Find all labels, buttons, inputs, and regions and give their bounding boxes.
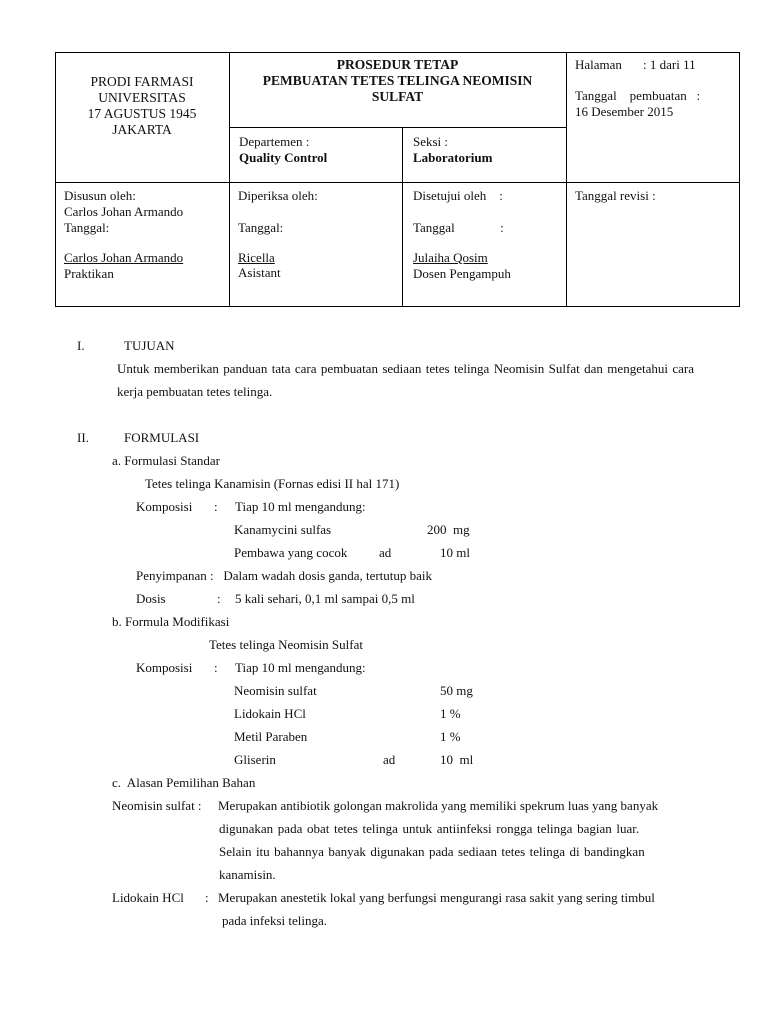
departemen-value: Quality Control [239,150,328,165]
table-divider-col3 [566,52,567,307]
section-2-number: II. [77,430,89,445]
ingredient-name: Gliserin [234,752,276,767]
halaman-label: Halaman [575,57,622,72]
ingredient-name: Kanamycini sulfas [234,522,332,537]
ingredient-qty: 200 mg [427,522,470,537]
neomisin-text-line: Merupakan antibiotik golongan makrolida yang memiliki spekrum luas yang banyak [218,798,659,813]
disusun-signature: Carlos Johan Armando [64,250,184,265]
disetujui-signature: Julaiha Qosim [413,250,488,265]
neomisin-text-line: kanamisin. [219,867,276,882]
seksi-label: Seksi : [413,134,449,149]
halaman-value: : 1 dari 11 [643,57,696,72]
subsection-a-subtitle: Tetes telinga Kanamisin (Fornas edisi II hal 171) [145,476,400,491]
ingredient-ad: ad [383,752,396,767]
ingredient-qty: 1 % [440,706,461,721]
tanggal-revisi-label: Tanggal revisi : [575,188,656,203]
neomisin-text-line: digunakan pada obat tetes telinga untuk antiinfeksi rongga telinga bagian luar. [219,821,640,836]
seksi-value: Laboratorium [413,150,493,165]
tanggal-pembuatan-label: Tanggal pembuatan : [575,88,701,103]
diperiksa-signature: Ricella [238,250,275,265]
dosis-value: 5 kali sehari, 0,1 ml sampai 0,5 ml [235,591,415,606]
komposisi-label: Komposisi [136,499,193,514]
ingredient-name: Neomisin sulfat [234,683,317,698]
table-border-right [739,52,740,307]
lidokain-text-line: Merupakan anestetik lokal yang berfungsi mengurangi rasa sakit yang sering timbul [218,890,655,905]
disusun-label: Disusun oleh: [64,188,136,203]
subsection-b-subtitle: Tetes telinga Neomisin Sulfat [209,637,363,652]
penyimpanan-line: Penyimpanan : Dalam wadah dosis ganda, tertutup baik [136,568,433,583]
departemen-label: Departemen : [239,134,310,149]
section-2-title: FORMULASI [124,430,200,445]
diperiksa-tanggal: Tanggal: [238,220,284,235]
dosis-label: Dosis [136,591,166,606]
disusun-role: Praktikan [64,266,114,281]
section-1-number: I. [77,338,85,353]
section-1-title: TUJUAN [124,338,175,353]
document-title: PROSEDUR TETAP PEMBUATAN TETES TELINGA NEOMISIN SULFAT [262,57,533,104]
disetujui-label: Disetujui oleh : [413,188,503,203]
ingredient-name: Metil Paraben [234,729,308,744]
subsection-a-title: a. Formulasi Standar [112,453,220,468]
subsection-c-title: c. Alasan Pemilihan Bahan [112,775,256,790]
lidokain-label: Lidokain HCl [112,890,184,905]
institution-name: PRODI FARMASI UNIVERSITAS 17 AGUSTUS 1945 JAKARTA [87,74,197,137]
ingredient-qty: 50 mg [440,683,473,698]
dosis-colon: : [217,591,221,606]
ingredient-qty: 1 % [440,729,461,744]
table-divider-title [229,127,566,128]
header-table [55,52,740,307]
tanggal-pembuatan-value: 16 Desember 2015 [575,104,674,119]
komposisi-value: Tiap 10 ml mengandung: [235,499,366,514]
komposisi-label: Komposisi [136,660,193,675]
disetujui-role: Dosen Pengampuh [413,266,511,281]
komposisi-value: Tiap 10 ml mengandung: [235,660,366,675]
diperiksa-label: Diperiksa oleh: [238,188,318,203]
ingredient-qty: 10 ml [440,545,470,560]
ingredient-qty: 10 ml [440,752,474,767]
lidokain-text-line: pada infeksi telinga. [222,913,328,928]
ingredient-ad: ad [379,545,392,560]
subsection-b-title: b. Formula Modifikasi [112,614,230,629]
komposisi-colon: : [214,499,218,514]
diperiksa-role: Asistant [238,265,281,280]
komposisi-colon: : [214,660,218,675]
section-1-paragraph: Untuk memberikan panduan tata cara pembuatan sediaan tetes telinga Neomisin Sulfat dan mengetahui cara kerja pembuatan tetes telinga. [117,361,694,399]
lidokain-colon: : [205,890,209,905]
table-border-top [55,52,740,53]
neomisin-text-line: Selain itu bahannya banyak digunakan pada sediaan tetes telinga di bandingkan [219,844,645,859]
table-divider-col2 [402,127,403,307]
disetujui-tanggal: Tanggal : [413,220,504,235]
ingredient-name: Lidokain HCl [234,706,306,721]
ingredient-name: Pembawa yang cocok [234,545,348,560]
neomisin-label: Neomisin sulfat : [112,798,202,813]
table-divider-row [55,182,740,183]
disusun-tanggal: Tanggal: [64,220,110,235]
table-border-bottom [55,306,740,307]
disusun-name: Carlos Johan Armando [64,204,184,219]
